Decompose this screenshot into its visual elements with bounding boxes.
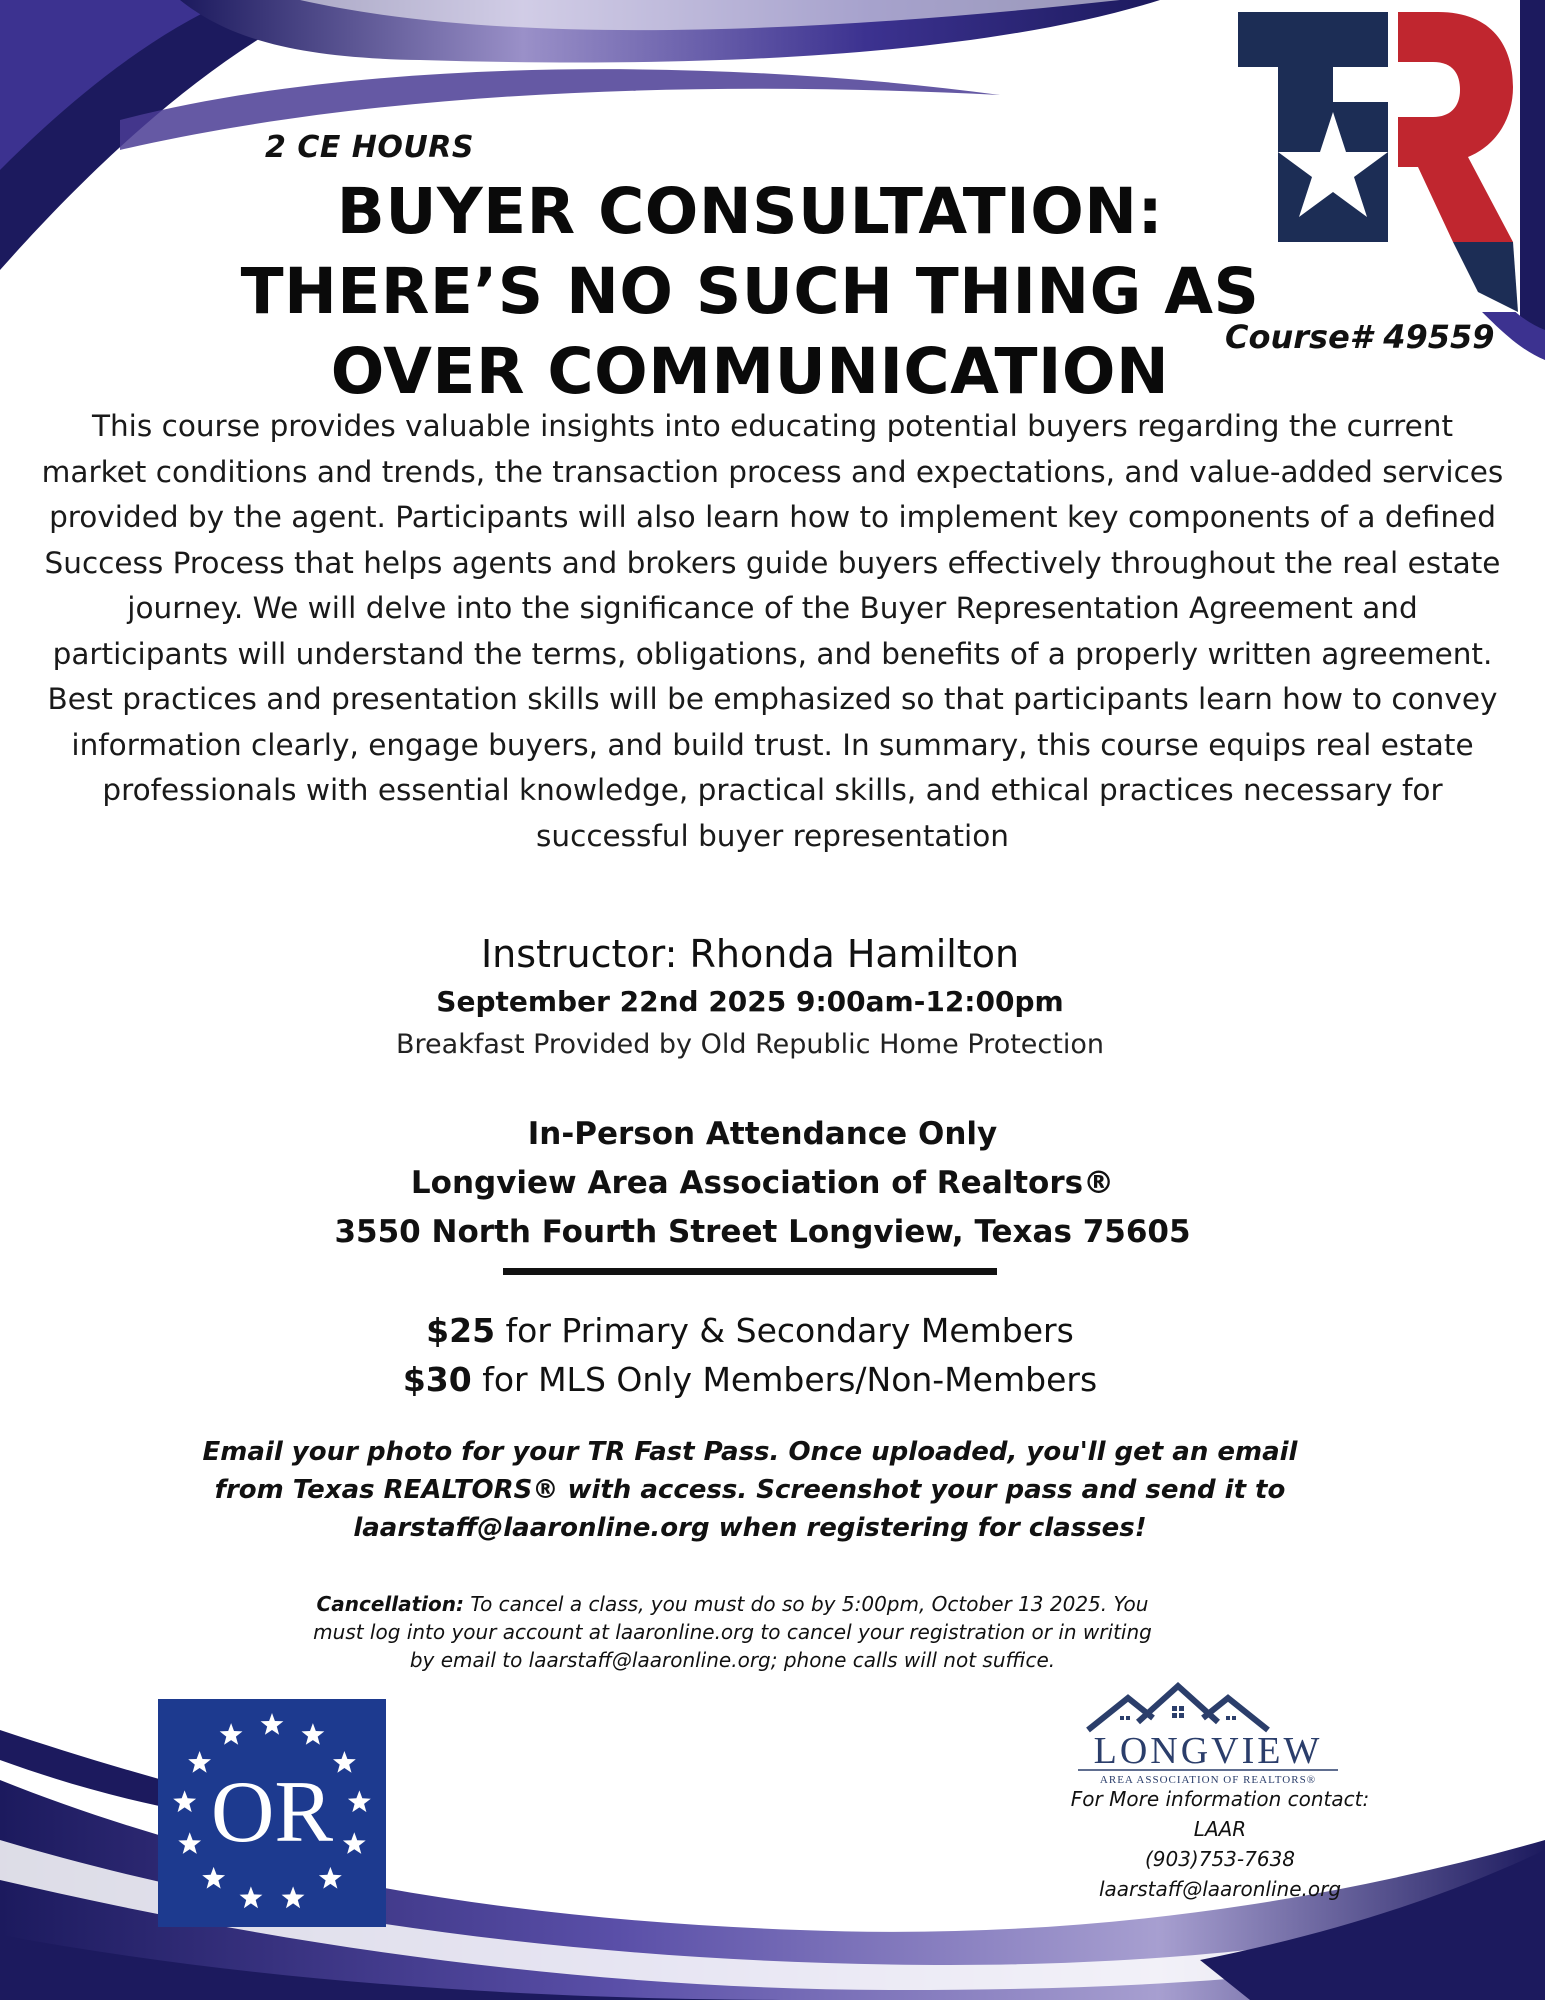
- course-number: Course# 49559: [1225, 318, 1495, 356]
- price-row: [0, 1306, 1500, 1355]
- course-title: [200, 172, 1300, 412]
- title-line: BUYER CONSULTATION:: [336, 175, 1164, 248]
- contact-org: LAAR: [1193, 1817, 1247, 1841]
- venue-address: 3550 North Fourth Street Longview, Texas 75605: [334, 1214, 1191, 1250]
- fast-pass-line: Email your photo for your TR Fast Pass. Once uploaded, you'll get an email: [202, 1437, 1298, 1467]
- location-block: [0, 1110, 1525, 1257]
- contact-info: [1040, 1784, 1400, 1904]
- title-line: OVER COMMUNICATION: [330, 335, 1170, 408]
- price-amount: $25: [426, 1311, 496, 1350]
- pricing-block: [0, 1306, 1500, 1404]
- cancellation-text: To cancel a class, you must do so by 5:00pm, October 13 2025. You: [463, 1592, 1149, 1616]
- fast-pass-line: from Texas REALTORS® with access. Screenshot your pass and send it to: [214, 1475, 1286, 1505]
- price-label: for Primary & Secondary Members: [495, 1311, 1074, 1350]
- cancellation-label: Cancellation:: [316, 1592, 464, 1616]
- price-amount: $30: [402, 1360, 472, 1399]
- longview-logo-subtitle: AREA ASSOCIATION OF REALTORS®: [1099, 1774, 1317, 1786]
- fast-pass-instructions: [130, 1433, 1370, 1547]
- title-line: THERE’S NO SUCH THING AS: [240, 255, 1260, 328]
- old-republic-logo: [158, 1699, 386, 1927]
- breakfast-sponsor: Breakfast Provided by Old Republic Home Protection: [396, 1029, 1104, 1060]
- fast-pass-line: laarstaff@laaronline.org when registering for classes!: [353, 1513, 1147, 1543]
- ce-hours-label: 2 CE HOURS: [265, 130, 474, 165]
- event-date-time: September 22nd 2025 9:00am-12:00pm: [436, 985, 1064, 1018]
- contact-email: laarstaff@laaronline.org: [1098, 1877, 1342, 1901]
- course-description: This course provides valuable insights into educating potential buyers regarding the current market conditions and trends, the transaction process and expectations, and value-added services provided by the agent. Participants will also learn how to implement key components of a defined Success Process that helps agents and brokers guide buyers effectively throughout the real estate journey. We will delve into the significance of the Buyer Representation Agreement and participants will understand the terms, obligations, and benefits of a properly written agreement. Best practices and presentation skills will be emphasized so that participants learn how to convey information clearly, engage buyers, and build trust. In summary, this course equips real estate professionals with essential knowledge, practical skills, and ethical practices necessary for successful buyer representation: [41, 409, 1504, 853]
- cancellation-text: by email to laarstaff@laaronline.org; phone calls will not suffice.: [409, 1648, 1056, 1672]
- venue-name: Longview Area Association of Realtors®: [410, 1165, 1115, 1201]
- longview-association-logo: [1068, 1680, 1348, 1792]
- instructor-name: Instructor: Rhonda Hamilton: [480, 932, 1020, 976]
- cancellation-text: must log into your account at laaronline.org to cancel your registration or in writing: [313, 1620, 1152, 1644]
- cancellation-policy: [200, 1590, 1265, 1674]
- price-label: for MLS Only Members/Non-Members: [471, 1360, 1098, 1399]
- price-row: [0, 1355, 1500, 1404]
- longview-logo-name: LONGVIEW: [1093, 1730, 1323, 1772]
- or-logo-letters: OR: [210, 1764, 334, 1861]
- contact-heading: For More information contact:: [1070, 1787, 1370, 1811]
- attendance-mode: In-Person Attendance Only: [527, 1116, 998, 1152]
- section-divider: [503, 1268, 997, 1275]
- contact-phone: (903)753-7638: [1144, 1847, 1296, 1871]
